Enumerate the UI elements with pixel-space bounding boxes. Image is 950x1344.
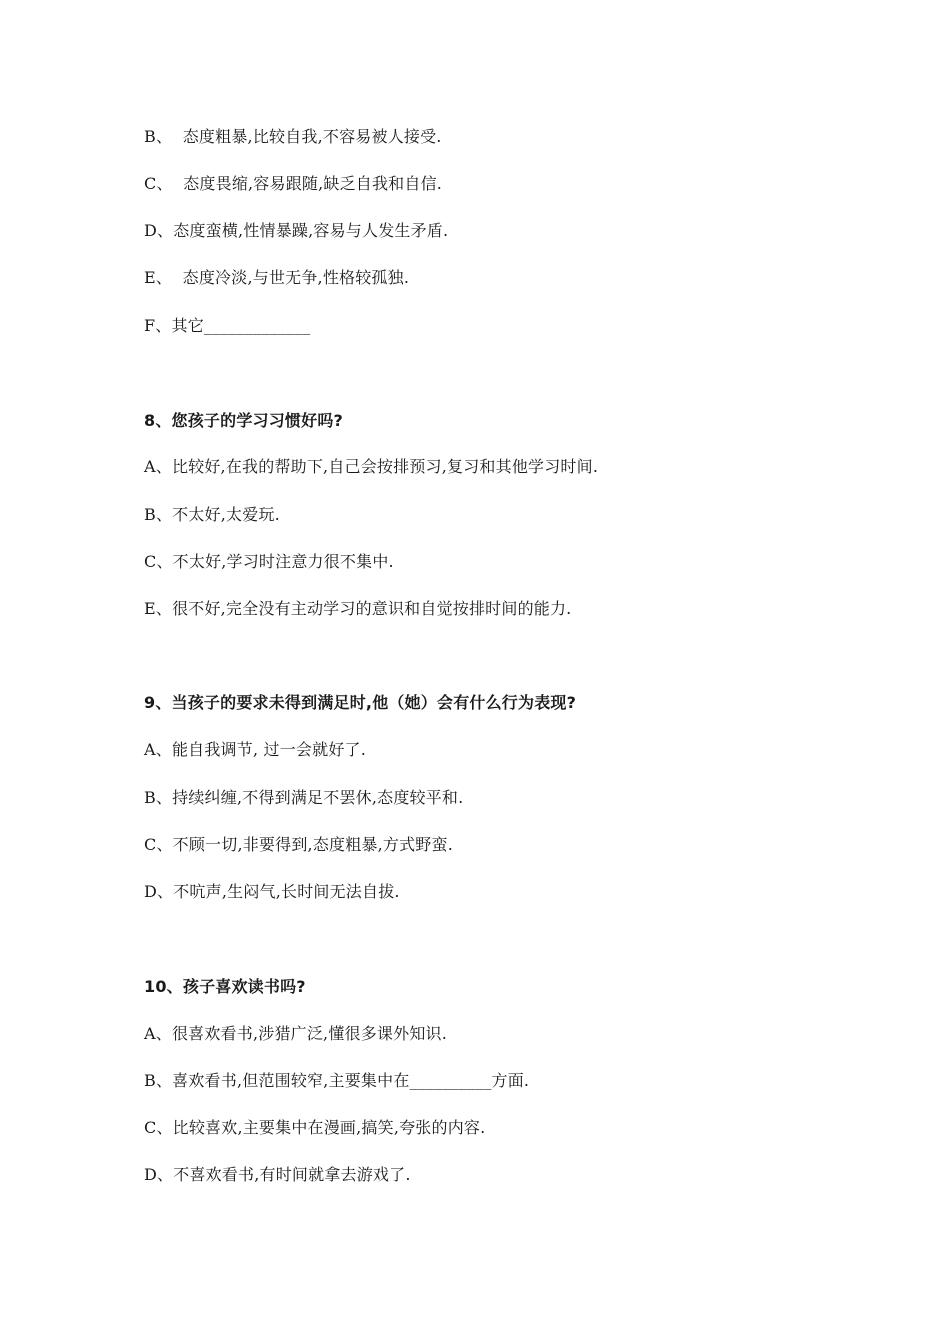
q9-option-c: C、不顾一切,非要得到,态度粗暴,方式野蛮. xyxy=(144,835,453,854)
q8-option-a: A、比较好,在我的帮助下,自己会按排预习,复习和其他学习时间. xyxy=(144,457,599,476)
q8-option-e: E、很不好,完全没有主动学习的意识和自觉按排时间的能力. xyxy=(144,599,572,618)
q9-option-a: A、能自我调节, 过一会就好了. xyxy=(144,740,367,759)
q7-option-d: D、态度蛮横,性情暴躁,容易与人发生矛盾. xyxy=(144,221,449,240)
q7-option-e: E、 态度冷淡,与世无争,性格较孤独. xyxy=(144,268,410,287)
q8-option-c: C、不太好,学习时注意力很不集中. xyxy=(144,552,394,571)
q10-option-c: C、比较喜欢,主要集中在漫画,搞笑,夸张的内容. xyxy=(144,1118,486,1137)
q10-option-d: D、不喜欢看书,有时间就拿去游戏了. xyxy=(144,1165,411,1184)
q8-option-b: B、不太好,太爱玩. xyxy=(144,505,280,524)
q8-title: 8、您孩子的学习习惯好吗? xyxy=(144,411,344,430)
q7-option-b: B、 态度粗暴,比较自我,不容易被人接受. xyxy=(144,127,442,146)
q10-option-b: B、喜欢看书,但范围较窄,主要集中在__________方面. xyxy=(144,1071,530,1090)
q7-option-c: C、 态度畏缩,容易跟随,缺乏自我和自信. xyxy=(144,174,443,193)
q7-option-f: F、其它_____________ xyxy=(144,316,311,335)
q9-option-b: B、持续纠缠,不得到满足不罢休,态度较平和. xyxy=(144,788,464,807)
q9-option-d: D、不吭声,生闷气,长时间无法自拔. xyxy=(144,882,400,901)
q10-option-a: A、很喜欢看书,涉猎广泛,懂很多课外知识. xyxy=(144,1024,448,1043)
q9-title: 9、当孩子的要求未得到满足时,他（她）会有什么行为表现? xyxy=(144,693,577,712)
q10-title: 10、孩子喜欢读书吗? xyxy=(144,977,306,996)
